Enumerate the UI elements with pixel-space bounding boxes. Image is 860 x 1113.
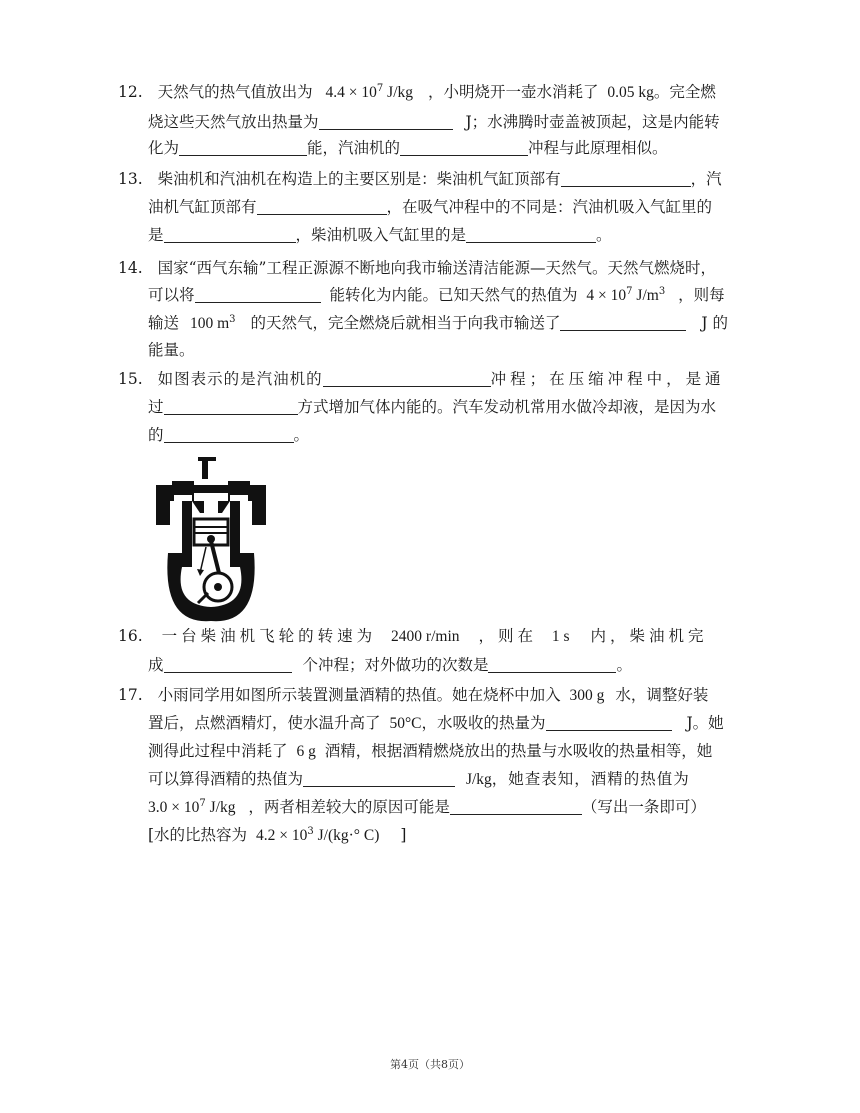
answer-blank[interactable] (466, 225, 596, 243)
answer-blank[interactable] (257, 197, 387, 215)
question-17-line-1: 17. 小雨同学用如图所示装置测量酒精的热值。她在烧杯中加入 300 g 水，调整好装 (118, 686, 709, 704)
question-13-line-2: 油机气缸顶部有 ，在吸气冲程中的不同是：汽油机吸入气缸里的 (148, 198, 713, 216)
question-17-line-3: 测得此过程中消耗了 6 g 酒精，根据酒精燃烧放出的热量与水吸收的热量相等，她 (148, 742, 713, 760)
answer-blank[interactable] (319, 112, 453, 130)
question-15-line-1: 15. 如图表示的是汽油机的 冲程；在压缩冲程中，是通 (118, 370, 725, 388)
answer-blank[interactable] (303, 769, 455, 787)
question-17-line-6: [水的比热容为 $4.2 \times 10^3$ J/(kg·° C) ] (148, 826, 407, 844)
question-17-line-5: $3.0 \times 10^7$ J/kg ，两者相差较大的原因可能是 （写出一条即可） (148, 798, 706, 816)
question-number: 15. (118, 370, 143, 388)
question-12-line-3: 化为 能，汽油机的 冲程与此原理相似。 (148, 139, 668, 157)
question-number: 17. (118, 686, 143, 704)
answer-blank[interactable] (450, 797, 582, 815)
question-number: 13. (118, 170, 143, 188)
question-17-line-4: 可以算得酒精的热值为 J/kg，她查表知，酒精的热值为 (148, 770, 690, 788)
question-17-line-2: 置后，点燃酒精灯，使水温升高了 50°C，水吸收的热量为 J。她 (148, 714, 724, 732)
question-14-line-4: 能量。 (148, 341, 195, 359)
question-12-line-1: 12. 天然气的热气值放出为 $4.4 \times 10^7$ J/kg ，小明烧开一壶水消耗了 0.05 kg。完全燃 (118, 83, 716, 101)
question-number: 14. (118, 259, 143, 277)
page-footer: 第4页（共8页） (390, 1058, 470, 1071)
question-number: 16. (118, 627, 143, 645)
question-14-line-3: 输送 100 $m^3$ 的天然气，完全燃烧后就相当于向我市输送了 J 的 (148, 314, 729, 332)
answer-blank[interactable] (195, 285, 321, 303)
question-13-line-3: 是 ，柴油机吸入气缸里的是 。 (148, 226, 612, 244)
question-16-line-2: 成 个冲程；对外做功的次数是 。 (148, 656, 632, 674)
answer-blank[interactable] (488, 655, 616, 673)
question-14-line-2: 可以将 能转化为内能。已知天然气的热值为 $4 \times 10^7$ $J/m^3$ ，则每 (148, 286, 725, 304)
question-15-line-3: 的 。 (148, 426, 310, 444)
answer-blank[interactable] (164, 397, 298, 415)
question-15-line-2: 过 方式增加气体内能的。汽车发动机常用水做冷却液，是因为水 (148, 398, 717, 416)
answer-blank[interactable] (164, 425, 294, 443)
answer-blank[interactable] (546, 713, 672, 731)
answer-blank[interactable] (400, 138, 528, 156)
question-13-line-1: 13. 柴油机和汽油机在构造上的主要区别是：柴油机气缸顶部有 ，汽 (118, 170, 722, 188)
question-12-line-2: 烧这些天然气放出热量为 J；水沸腾时壶盖被顶起，这是内能转 (148, 113, 720, 131)
engine-cylinder-diagram-icon (152, 455, 270, 623)
question-14-line-1: 14. 国家“西气东输”工程正源源不断地向我市输送清洁能源—天然气。天然气燃烧时， (118, 259, 716, 277)
answer-blank[interactable] (323, 369, 491, 387)
answer-blank[interactable] (561, 169, 691, 187)
answer-blank[interactable] (560, 313, 686, 331)
answer-blank[interactable] (164, 225, 296, 243)
answer-blank[interactable] (179, 138, 307, 156)
question-16-line-1: 16. 一台柴油机飞轮的转速为 2400 r/min ，则在 1 s 内，柴油机完 (118, 627, 708, 645)
question-number: 12. (118, 83, 143, 101)
answer-blank[interactable] (164, 655, 292, 673)
